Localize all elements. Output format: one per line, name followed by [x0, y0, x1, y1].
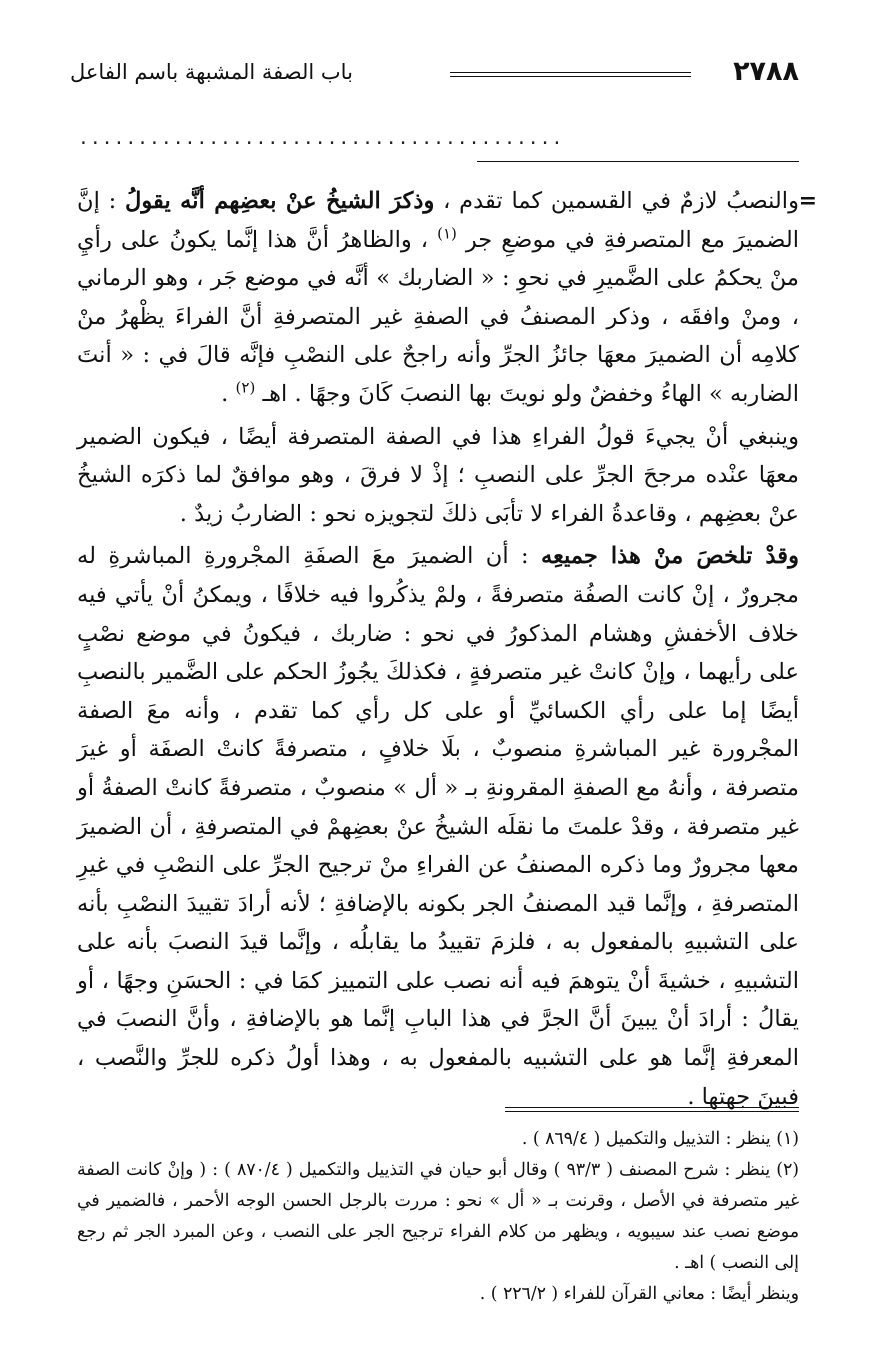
text-segment: ، والظاهرُ أنَّ هذا إنَّما يكونُ على رأيِ منْ يحكمُ على الضَّميرِ في نحوِ : « الضاربك » أنَّه في موضع جَر ، وهو الرماني ، ومنْ وافقَه ، وذكر المصنفُ في الصفةِ غير المتصرفةِ أنَّ الفراءَ يظْهرُ منْ كلامِه أن الضميرَ معهَا جائزُ الجرِّ وأنه راجحٌ على النصْبِ فإنَّه قالَ في : « أنتَ الضاربه » الهاءُ وخفضٌ ولو نويتَ بها النصبَ كَانَ وجهًا . اهـ	[77, 226, 799, 407]
continuation-mark: =	[798, 188, 817, 214]
chapter-title: باب الصفة المشبهة باسم الفاعل	[70, 60, 353, 84]
header-rule	[450, 72, 691, 77]
bold-phrase: وقدْ تلخصَ منْ هذا جميعِه	[541, 543, 799, 570]
paragraph	[77, 182, 799, 414]
footnote-2-continuation: وينظر أيضًا : معاني القرآن للفراء ( ٢٢٦/٢ ) .	[479, 1284, 799, 1304]
text-segment: وينبغي أنْ يجيءَ قولُ الفراءِ هذا في الصفة المتصرفة أيضًا ، فيكون الضمير معهَا عنْده مرجحَ الجرِّ على النصبِ ؛ إذْ لا فرقَ ، وهو موافقٌ لما ذكرَه الشيخُ عنْ بعضِهم ، وقاعدةُ الفراء لا تأبَى ذلكَ لتجويزه نحو : الضاربُ زيدٌ .	[77, 423, 799, 527]
footnote-reference: (٢)	[235, 378, 256, 397]
text-segment: .	[221, 380, 236, 407]
footnote-reference: (١)	[437, 224, 457, 243]
footnotes	[77, 1124, 799, 1310]
text-segment: والنصبُ لازمٌ في القسمين كما تقدم ،	[434, 188, 799, 214]
text-segment: : أن الضميرَ معَ الصفَةِ المجْرورةِ المباشرةِ له مجرورٌ ، إنْ كانت الصفُة متصرفةً ، ولمْ يذكُروا فيه خلافًا ، ويمكنُ أنْ يأتي فيه خلاف الأخفشِ وهشام المذكورُ في نحو : ضاربك ، فيكونُ في موضع نصْبٍ على رأيهما ، وإنْ كانتْ غير متصرفةٍ ، فكذلكَ يجُوزُ الحكم على الضَّمير بالنصبِ أيضًا إما على رأي الكسائيِّ أو على كل رأي كما تقدم ، وأنه معَ الصفة المجْرورة غير المباشرةِ منصوبٌ ، بلَا خلافٍ ، متصرفةً كانتْ الصفَة أو غيرَ متصرفة ، وأنهُ مع الصفةِ المقرونةِ بـ « أل » منصوبٌ ، متصرفةً كانتْ الصفةُ أو غير متصرفة ، وقدْ علمتَ ما نقلَه الشيخُ عنْ بعضِهمْ في المتصرفةِ ، أن الضميرَ معها مجرورٌ وما ذكره المصنفُ عن الفراءِ منْ ترجيح الجرِّ على النصْبِ في غيرِ المتصرفةِ ، وإنَّما قيد المصنفُ الجر بكونه بالإضافةِ ؛ لأنه أرادَ تقييدَ النصْبِ بأنه على التشبيهِ بالمفعول به ، فلزمَ تقييدُ ما يقابلُه ، وإنَّما قيدَ النصبَ بأنه على التشبيهِ ، خشيةَ أنْ يتوهمَ فيه أنه نصب على التمييز كمَا في : الحسَنِ وجهًا ، أو يقالُ : أرادَ أنْ يبينَ أنَّ الجرَّ في هذا البابِ إنَّما هو بالإضافةِ ، وأنَّ النصبَ في المعرفةِ إنَّما هو على التشبيه بالمفعول به ، وهذا أولُ ذكره للجرِّ والنَّصب ، فبينَ جهتها .	[77, 543, 799, 1110]
paragraph	[77, 537, 799, 1116]
page-header	[70, 56, 799, 100]
paragraph	[77, 418, 799, 534]
text-segment: : إنَّ الضميرَ مع المتصرفةِ في موضعِ جر	[77, 188, 799, 253]
footnote-rule	[505, 1107, 799, 1112]
page-number: ٢٧٨٨	[733, 56, 799, 87]
bold-phrase: وذكرَ الشيخُ عنْ بعضِهم أنَّه يقولُ	[124, 188, 435, 214]
top-rule	[477, 161, 799, 162]
footnote-2: (٢) ينظر : شرح المصنف ( ٩٣/٣ ) وقال أبو حيان في التذييل والتكميل ( ٨٧٠/٤ ) : ( وإنْ كانت الصفة غير متصرفة في الأصل ، وقرنت بـ « أل » نحو : مررت بالرجل الحسن الوجه الأحمر ، فالضمير في موضع نصب عند سيبويه ، ويظهر من كلام الفراء ترجيح الجر على النصب ، وعن المبرد الجر ثم رجع إلى النصب ) اهـ .	[77, 1160, 799, 1273]
dotted-line: .........................................	[78, 128, 564, 149]
body-text	[77, 182, 799, 1116]
footnote-1: (١) ينظر : التذييل والتكميل ( ٨٦٩/٤ ) .	[521, 1129, 799, 1149]
